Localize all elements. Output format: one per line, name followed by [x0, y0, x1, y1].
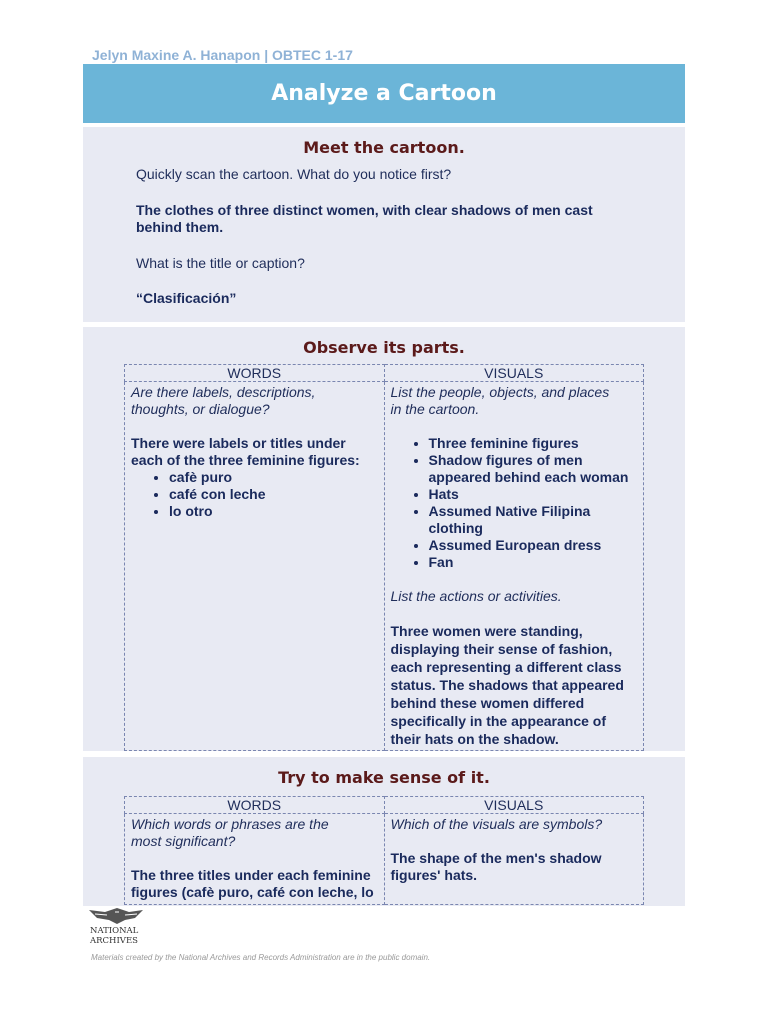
sense-heading: Try to make sense of it.: [278, 768, 490, 787]
national-archives-logo-text: [90, 926, 138, 946]
observe-actions-question: List the actions or activities.: [390, 588, 562, 604]
list-item: • Fan: [429, 554, 638, 571]
list-item: • Assumed Native Filipina clothing: [429, 503, 638, 537]
sense-table: [124, 796, 644, 905]
observe-col-words: WORDS: [125, 365, 385, 382]
meet-answer-2: “Clasificación”: [136, 290, 237, 306]
page-title: Analyze a Cartoon: [83, 64, 685, 123]
observe-visuals-list: [391, 435, 638, 571]
meet-question-2: What is the title or caption?: [136, 255, 305, 271]
sense-words-question: Which words or phrases are the most significant?: [131, 816, 329, 849]
observe-visuals-question: List the people, objects, and places in the cartoon.: [390, 384, 610, 417]
list-item: • cafè puro: [169, 469, 378, 486]
meet-question-1: Quickly scan the cartoon. What do you notice first?: [136, 166, 452, 182]
list-item: • Hats: [429, 486, 638, 503]
observe-heading: Observe its parts.: [303, 338, 465, 357]
meet-heading: Meet the cartoon.: [303, 138, 465, 157]
observe-words-answer: There were labels or titles under each of the three feminine figures:: [131, 435, 360, 468]
list-item: • Assumed European dress: [429, 537, 638, 554]
list-item: • Shadow figures of men appeared behind each woman: [429, 452, 638, 486]
logo-line-2: ARCHIVES: [90, 936, 138, 946]
observe-col-visuals: VISUALS: [384, 365, 644, 382]
footer-note: Materials created by the National Archives and Records Administration are in the public domain.: [91, 953, 431, 962]
sense-visuals-answer: The shape of the men's shadow figures' hats.: [390, 850, 602, 883]
sense-visuals-cell: [384, 814, 644, 905]
observe-section: [83, 327, 685, 751]
observe-words-cell: [125, 382, 385, 751]
list-item: • lo otro: [169, 503, 378, 520]
logo-line-1: NATIONAL: [90, 926, 139, 936]
observe-words-question: Are there labels, descriptions, thoughts, or dialogue?: [131, 384, 316, 417]
observe-actions-answer: Three women were standing, displaying their sense of fashion, each representing a different class status. The shadows that appeared behind these women differed specifically in the appearance of their hats on the shadow.: [390, 623, 624, 747]
list-item: • café con leche: [169, 486, 378, 503]
meet-answer-1: The clothes of three distinct women, with clear shadows of men cast behind them.: [136, 202, 593, 235]
observe-table: [124, 364, 644, 751]
sense-col-words: WORDS: [125, 797, 385, 814]
meet-section: [83, 127, 685, 322]
sense-section: [83, 757, 685, 906]
list-item: • Three feminine figures: [429, 435, 638, 452]
author-line: Jelyn Maxine A. Hanapon | OBTEC 1-17: [92, 47, 353, 63]
sense-words-answer: The three titles under each feminine figures (cafè puro, café con leche, lo: [131, 867, 374, 900]
sense-col-visuals: VISUALS: [384, 797, 644, 814]
sense-visuals-question: Which of the visuals are symbols?: [390, 816, 603, 832]
observe-visuals-cell: [384, 382, 644, 751]
sense-words-cell: [125, 814, 385, 905]
observe-words-list: [131, 469, 378, 520]
